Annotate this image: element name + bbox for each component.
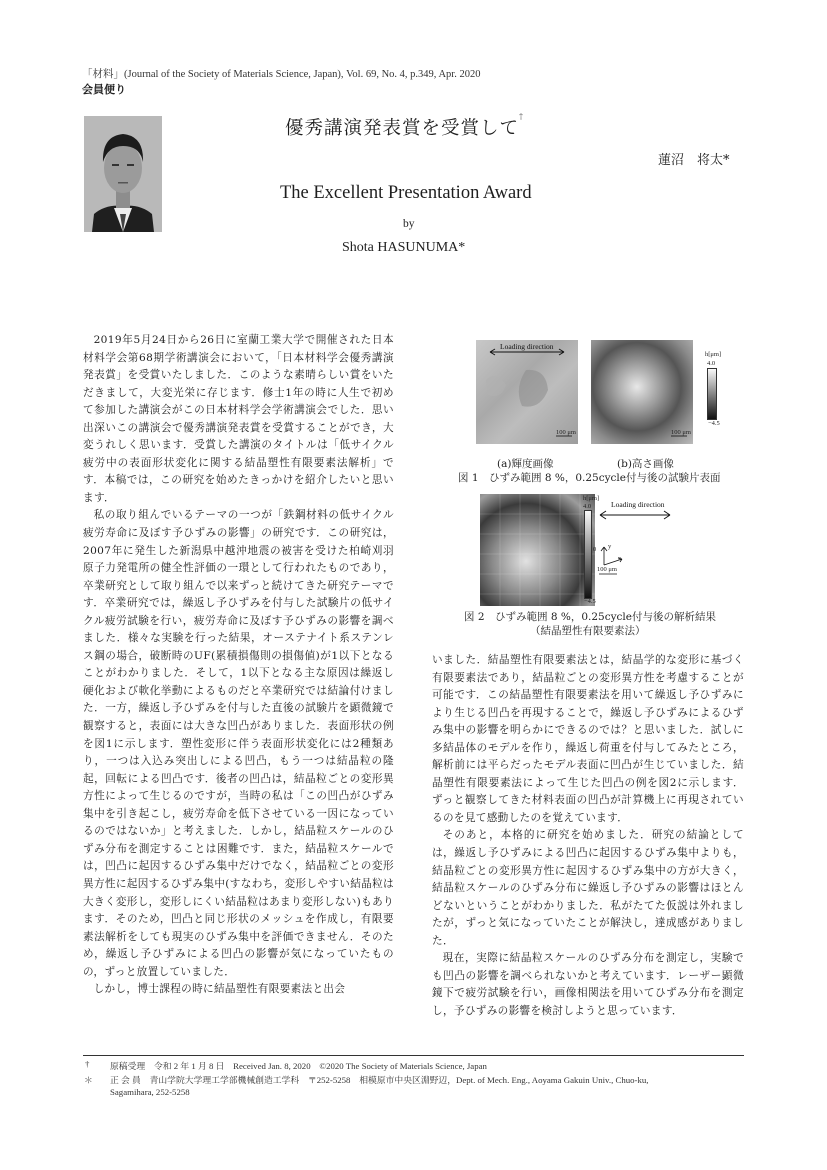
section-label: 会員便り [82, 83, 126, 96]
paragraph: いました．結晶塑性有限要素法とは，結晶学的な変形に基づく有限要素法であり，結晶粒ごとの変形異方性を考慮することが可能です．この結晶塑性有限要素法を用いて繰返し予ひずみにより生じる凹凸を再現することで，繰返し予ひずみによるひずみ集中の影響を明らかにできるのでは？と思いました．試しに多結晶体のモデルを作り，繰返し荷重を付与してみたところ，解析前には平らだったモデル表面に凹凸が生じていました．結晶塑性有限要素法によって生じた凹凸の例を図2に示します．ずっと観察してきた材料表面の凹凸が計算機上に再現されているのを見て感動したのを覚えています． [432, 654, 744, 824]
colorbar-min: −4.5 [708, 420, 720, 427]
figure-1-caption: 図 1 ひずみ範囲 8 %，0.25cycle付与後の試験片表面 [458, 472, 721, 484]
colorbar-label: h[μm] [705, 351, 722, 358]
asterisk-mark: ＊ [84, 1075, 93, 1085]
scale-bar-label: 100 μm [671, 429, 691, 436]
colorbar [584, 510, 592, 599]
footnote-divider [83, 1055, 744, 1056]
dagger-mark: † [85, 1059, 90, 1069]
colorbar-min: −4.5 [584, 598, 596, 605]
height-image [591, 340, 693, 444]
by-label: by [403, 218, 415, 230]
paragraph: 私の取り組んでいるテーマの一つが「鉄鋼材料の低サイクル疲労寿命に及ぼす予ひずみの影響」の研究です．この研究は，2007年に発生した新潟県中越沖地震の被害を受けた柏崎刈羽原子力発電所の健全性評価の一環として行われたものであり，卒業研究として取り組んで以来ずっと続けてきた研究テーマです．卒業研究では，繰返し予ひずみを付与した試験片の低サイクル疲労試験を行い，疲労寿命に及ぼす予ひずみの影響を調べました．様々な実験を行った結果，オーステナイト系ステンレス鋼の場合，破断時のUF(累積損傷則の損傷値)が1以下となることがわかりました．そして，1以下となる主な原因は繰返し硬化および軟化挙動によるものだと卒業研究では結論付けました．一方，繰返し予ひずみを付与した直後の試験片を顕微鏡で観察すると，表面には大きな凹凸がありました．表面形状の例を図1に示します．塑性変形に伴う表面形状変化には2種類あり，一つは入込み突出しによる凹凸，もう一つは結晶粒の隆起，回転による凹凸です．後者の凹凸は，結晶粒ごとの変形異方性によって生じるのですが，当時の私は「この凹凸がひずみ集中を引き起こし，疲労寿命を低下させている一因になっているのではないか」と考えました．しかし，結晶粒スケールのひずみ分布を測定することは困難です．また，結晶粒スケールでは，凹凸に起因するひずみ集中だけでなく，結晶粒ごとの変形異方性に起因するひずみ集中(すなわち，変形しやすい結晶粒は大きく変形し，変形しにくい結晶粒はあまり変形しない)もあります．そのため，凹凸と同じ形状のメッシュを作成し，有限要素法解析をしても現実のひずみ集中を評価できません．そのため，繰返し予ひずみによる凹凸の影響が気になっていたものの，ずっと放置していました． [83, 509, 394, 978]
journal-citation: 「材料」(Journal of the Society of Materials Science, Japan), Vol. 69, No. 4, p.349, Apr. 2020 [82, 69, 481, 80]
body-column-right [432, 652, 744, 1020]
paragraph: 2019年5月24日から26日に室蘭工業大学で開催された日本材料学会第68期学術講演会において，「日本材料学会優秀講演発表賞」を受賞いたしました．このような素晴らしい賞をいただきまして，大変光栄に存じます．修士1年の時に人生で初めて参加した講演会がこの日本材料学会学術講演会でした．思い出深いこの講演会で優秀講演発表賞を受賞することができ，大変うれしく思います．受賞した講演のタイトルは「低サイクル疲労中の表面形状変化に関する結晶塑性有限要素法解析」です．本稿では，この研究を始めたきっかけを紹介したいと思います． [83, 334, 394, 504]
author-name-japanese: 蓮沼 将太* [658, 153, 730, 168]
colorbar-mid: 0 [593, 546, 597, 553]
figure-2-caption: 図 2 ひずみ範囲 8 %，0.25cycle付与後の解析結果 [464, 611, 716, 623]
footnote-received: 原稿受理 令和 2 年 1 月 8 日 Received Jan. 8, 2020 ©2020 The Society of Materials Science, Japan [110, 1061, 487, 1071]
title-jp-text: 優秀講演発表賞を受賞して [285, 118, 520, 139]
body-column-left [83, 332, 394, 999]
figure-2-caption-line2: （結晶塑性有限要素法） [530, 625, 646, 637]
author-photo [84, 116, 162, 232]
title-japanese [285, 114, 524, 140]
paragraph: しかし，博士課程の時に結晶塑性有限要素法と出会 [93, 983, 346, 996]
colorbar-max: 4.0 [707, 360, 716, 367]
scale-bar-label: 100 μm [597, 566, 617, 573]
luminance-image [476, 340, 578, 444]
author-name-english: Shota HASUNUMA* [342, 240, 466, 255]
loading-direction-arrow [596, 505, 726, 575]
paragraph: 現在，実際に結晶粒スケールのひずみ分布を測定し，実験でも凹凸の影響を調べられないかと考えています．レーザー顕微鏡下で疲労試験を行い，画像相関法を用いてひずみ分布を測定し，予ひずみの影響を検討しようと思っています． [432, 952, 744, 1017]
axis-y-label: y [608, 543, 612, 550]
footnote-affiliation: 正 会 員 青山学院大学理工学部機械創造工学科 〒252-5258 相模原市中央区淵野辺，Dept. of Mech. Eng., Aoyama Gakuin Univ., Chuo-ku, [110, 1075, 649, 1085]
scale-bar-label: 100 μm [556, 429, 576, 436]
footnote-affiliation-line2: Sagamihara, 252-5258 [110, 1087, 190, 1097]
colorbar [707, 368, 717, 420]
colorbar-max: 4.0 [583, 503, 592, 510]
loading-direction-label: Loading direction [611, 500, 665, 509]
dagger-mark: † [519, 112, 525, 121]
colorbar-label: h[μm] [583, 495, 600, 502]
subcaption-a: (a)輝度画像 [497, 458, 554, 470]
subcaption-b: (b)高さ画像 [617, 458, 674, 470]
paragraph: そのあと，本格的に研究を始めました．研究の結論としては，繰返し予ひずみによる凹凸に起因するひずみ集中よりも，結晶粒ごとの変形異方性に起因するひずみ集中の方が大きく，結晶粒スケールのひずみ分布に繰返し予ひずみの影響はほとんどないということがわかりました．私がたてた仮説は外れましたが，ずっと気になっていたことが解決し，達成感がありました． [432, 829, 744, 947]
simulation-height-map [480, 494, 595, 606]
title-english: The Excellent Presentation Award [280, 183, 532, 203]
axis-x-label: x [618, 555, 622, 562]
loading-direction-label: Loading direction [500, 342, 554, 351]
